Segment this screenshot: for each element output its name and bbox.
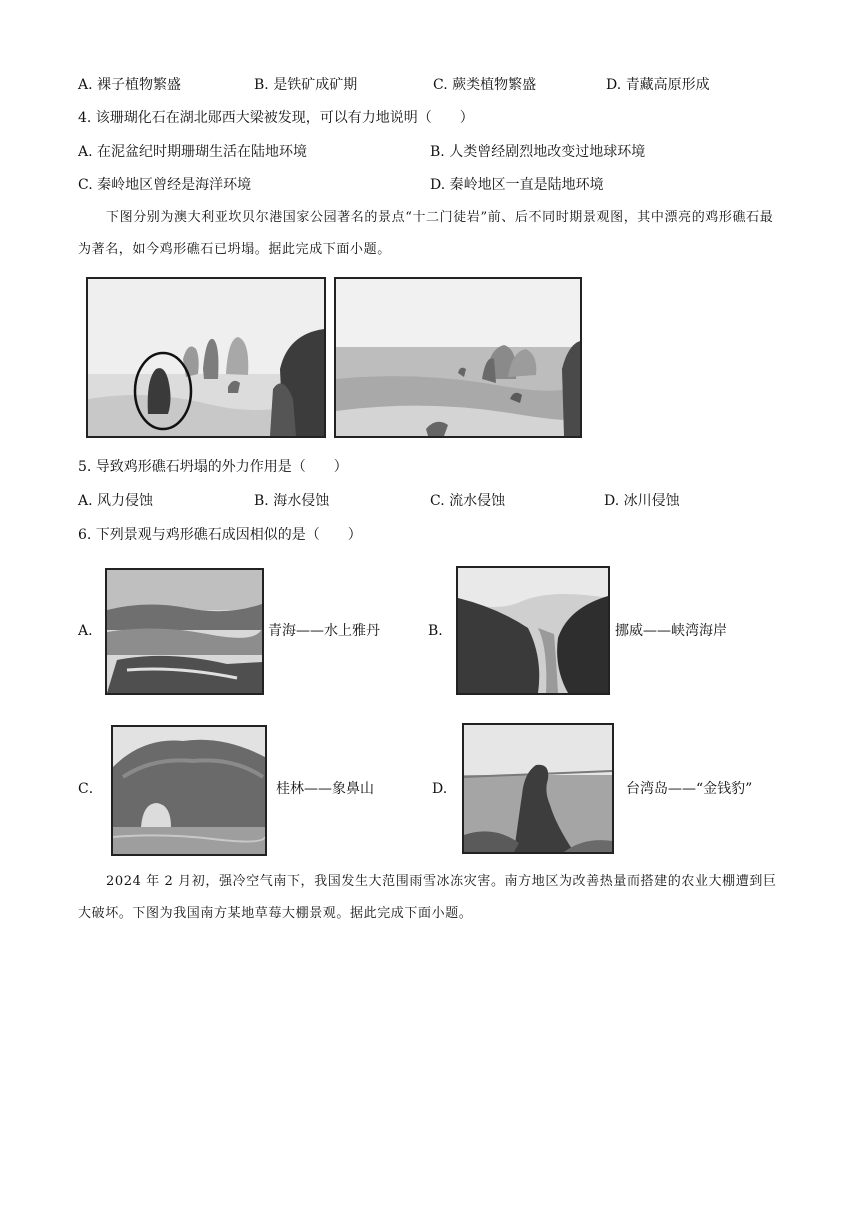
passage-strawberry-greenhouse: 2024 年 2 月初，强冷空气南下，我国发生大范围雨雪冰冻灾害。南方地区为改善热量而搭建的农业大棚遭到巨大破坏。下图为我国南方某地草莓大棚景观。据此完成下面小题。 (78, 874, 777, 921)
q6-choice-c-caption: 桂林——象鼻山 (276, 781, 374, 797)
q3-option-b: B. 是铁矿成矿期 (254, 77, 358, 93)
q6-choice-c-letter: C． (78, 781, 103, 797)
q6-choice-a-letter: A. (78, 623, 93, 639)
q5-option-d: D. 冰川侵蚀 (604, 493, 680, 509)
q6-stem: 6. 下列景观与鸡形礁石成因相似的是（ ） (78, 527, 362, 543)
q3-option-a: A. 裸子植物繁盛 (78, 77, 182, 93)
q5-option-b: B. 海水侵蚀 (254, 493, 330, 509)
q4-option-a: A. 在泥盆纪时期珊瑚生活在陆地环境 (78, 144, 308, 160)
q6-choice-b-letter: B. (428, 623, 443, 639)
photo-golden-leopard-rock (462, 723, 614, 854)
photo-elephant-trunk-hill (111, 725, 267, 856)
photo-before-collapse (86, 277, 326, 438)
q3-option-c: C. 蕨类植物繁盛 (433, 77, 537, 93)
q6-choice-d-letter: D. (432, 781, 448, 797)
q6-choice-a-caption: 青海——水上雅丹 (268, 623, 380, 639)
q5-option-a: A. 风力侵蚀 (78, 493, 154, 509)
photo-water-yardang (105, 568, 264, 695)
q3-option-d: D. 青藏高原形成 (606, 77, 710, 93)
photo-after-collapse (334, 277, 582, 438)
q6-choice-d-caption: 台湾岛——“金钱豹” (626, 781, 753, 797)
q5-option-c: C. 流水侵蚀 (430, 493, 506, 509)
q4-option-b: B. 人类曾经剧烈地改变过地球环境 (430, 144, 646, 160)
q4-option-c: C. 秦岭地区曾经是海洋环境 (78, 177, 252, 193)
photo-fjord-coast (456, 566, 610, 695)
q6-choice-b-caption: 挪威——峡湾海岸 (615, 623, 727, 639)
q4-option-d: D. 秦岭地区一直是陆地环境 (430, 177, 604, 193)
passage-twelve-apostles: 下图分别为澳大利亚坎贝尔港国家公园著名的景点“十二门徒岩”前、后不同时期景观图，其中漂亮的鸡形礁石最为著名，如今鸡形礁石已坍塌。据此完成下面小题。 (78, 210, 774, 257)
q5-stem: 5. 导致鸡形礁石坍塌的外力作用是（ ） (78, 459, 348, 475)
q4-stem: 4. 该珊瑚化石在湖北郧西大梁被发现，可以有力地说明（ ） (78, 110, 474, 126)
